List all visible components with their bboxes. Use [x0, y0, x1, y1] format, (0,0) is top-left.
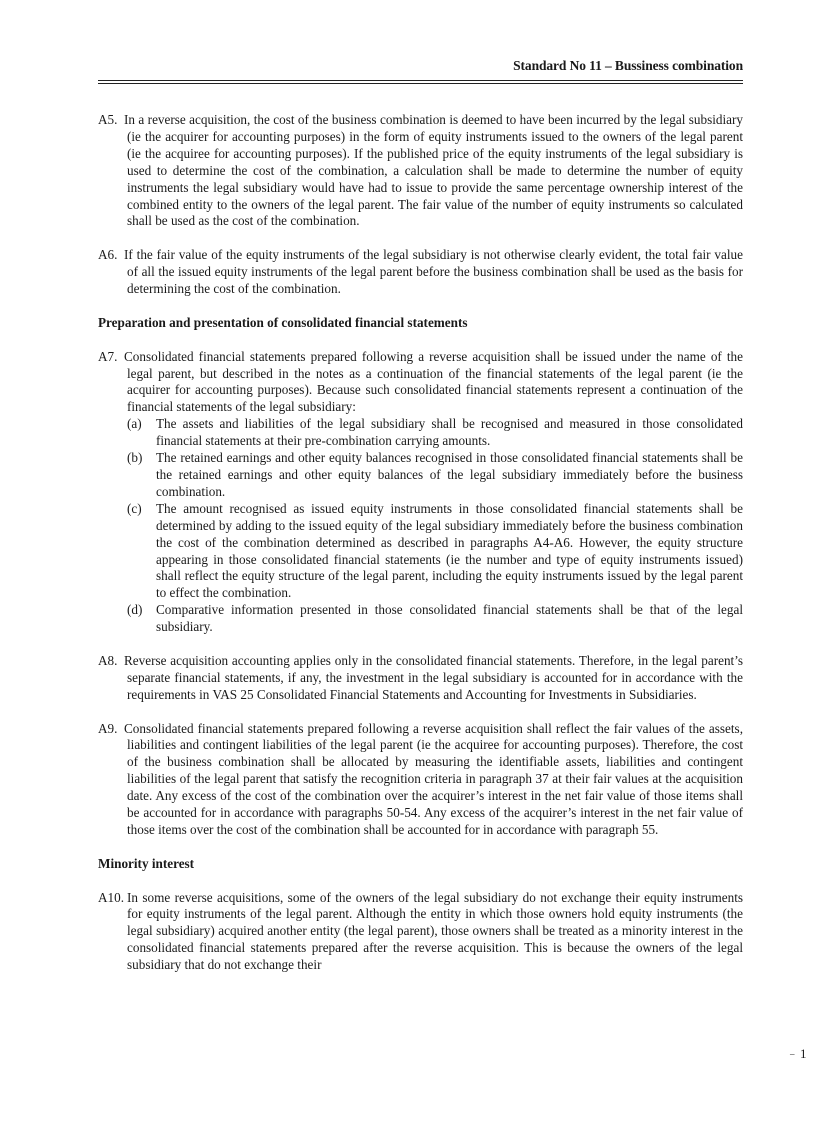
- paragraph-text: In a reverse acquisition, the cost of the business combination is deemed to have been incurred by the legal subsidiary (ie the acquirer for accounting purposes) in the form of equity instruments issued to the owners of the legal parent (ie the acquiree for accounting purposes). If the published price of the equity instruments of the legal subsidiary is used to determine the cost of the combination, a calculation shall be made to determine the number of equity instruments the legal subsidiary would have had to issue to provide the same percentage ownership interest of the combined entity to the owners of the legal parent. The fair value of the number of equity instruments so calculated shall be used as the cost of the combination.: [124, 112, 743, 229]
- paragraph-a5: [98, 112, 743, 230]
- list-item-text: Comparative information presented in those consolidated financial statements shall be that of the legal subsidiary.: [156, 602, 743, 635]
- list-item-d: [98, 602, 743, 636]
- paragraph-a7: [98, 349, 743, 417]
- page-number: [790, 1046, 807, 1062]
- paragraph-number: A6.: [98, 247, 118, 263]
- list-item-label: (c): [127, 500, 142, 516]
- paragraph-text: Consolidated financial statements prepared following a reverse acquisition shall reflect the fair values of the assets, liabilities and contingent liabilities of the legal parent (ie the acquiree for accounting purposes). Therefore, the cost of the business combination shall be allocated by measuring the identifiable assets, liabilities and contingent liabilities of the legal parent that satisfy the recognition criteria in paragraph 37 at their fair values at the acquisition date. Any excess of the cost of the combination over the acquirer’s interest in the net fair value of those items shall be accounted for in accordance with paragraphs 50-54. Any excess of the acquirer’s interest in the net fair value of those items over the cost of the combination shall be accounted for in accordance with paragraph 55.: [124, 720, 743, 837]
- page-number-dash: –: [790, 1049, 795, 1059]
- paragraph-number: A5.: [98, 112, 118, 127]
- paragraph-text: Consolidated financial statements prepared following a reverse acquisition shall be issued under the name of the legal parent, but described in the notes as a continuation of the financial statements of the legal parent (ie the acquirer for accounting purposes). Because such consolidated financial statements represent a continuation of the financial statements of the legal subsidiary:: [124, 348, 743, 415]
- paragraph-a9: [98, 721, 743, 839]
- header-rule-bottom: [98, 83, 743, 84]
- section-heading-minority: Minority interest: [98, 855, 195, 871]
- paragraph-a10: [98, 890, 743, 975]
- paragraph-text: If the fair value of the equity instruments of the legal subsidiary is not otherwise clearly evident, the total fair value of all the issued equity instruments of the legal parent before the business combination shall be used as the basis for determining the cost of the combination.: [124, 247, 743, 297]
- paragraph-a8: [98, 653, 743, 704]
- paragraph-number: A9.: [98, 720, 118, 736]
- paragraph-number: A10.: [98, 889, 125, 905]
- paragraph-text: In some reverse acquisitions, some of the owners of the legal subsidiary do not exchange their equity instruments for equity instruments of the legal parent. Although the entity in which those owners hold equity instruments (the legal subsidiary) acquired another entity (the legal parent), those owners shall be treated as a minority interest in the consolidated financial statements prepared after the reverse acquisition. This is because the owners of the legal subsidiary that do not exchange their: [127, 889, 743, 973]
- list-item-label: (b): [127, 450, 143, 466]
- a7-sublist: [98, 416, 743, 636]
- section-heading-preparation: Preparation and presentation of consolidated financial statements: [98, 314, 468, 330]
- list-item-a: [98, 416, 743, 450]
- paragraph-number: A7.: [98, 348, 118, 364]
- paragraph-a6: [98, 247, 743, 298]
- list-item-text: The assets and liabilities of the legal subsidiary shall be recognised and measured in those consolidated financial statements at their pre-combination carrying amounts.: [156, 416, 743, 449]
- running-header: Standard No 11 – Bussiness combination: [513, 58, 743, 73]
- list-item-text: The amount recognised as issued equity instruments in those consolidated financial statements shall be determined by adding to the issued equity of the legal subsidiary immediately before the business combination the cost of the combination determined as described in paragraphs A4-A6. However, the equity structure appearing in those consolidated financial statements (ie the number and type of equity instruments issued) shall reflect the equity structure of the legal parent, including the equity instruments issued by the legal parent to effect the combination.: [156, 500, 743, 601]
- header-rule-top: [98, 80, 743, 81]
- document-body: [98, 112, 743, 974]
- list-item-b: [98, 450, 743, 501]
- paragraph-text: Reverse acquisition accounting applies only in the consolidated financial statements. Therefore, in the legal parent’s separate financial statements, if any, the investment in the legal subsidiary is accounted for in accordance with the requirements in VAS 25 Consolidated Financial Statements and Accounting for Investments in Subsidiaries.: [124, 652, 743, 702]
- page-number-value: 1: [800, 1046, 807, 1061]
- list-item-label: (d): [127, 602, 143, 618]
- paragraph-number: A8.: [98, 652, 118, 668]
- list-item-label: (a): [127, 416, 142, 432]
- list-item-text: The retained earnings and other equity balances recognised in those consolidated financial statements shall be the retained earnings and other equity balances of the legal subsidiary immediately before the business combination.: [156, 450, 743, 499]
- list-item-c: [98, 501, 743, 602]
